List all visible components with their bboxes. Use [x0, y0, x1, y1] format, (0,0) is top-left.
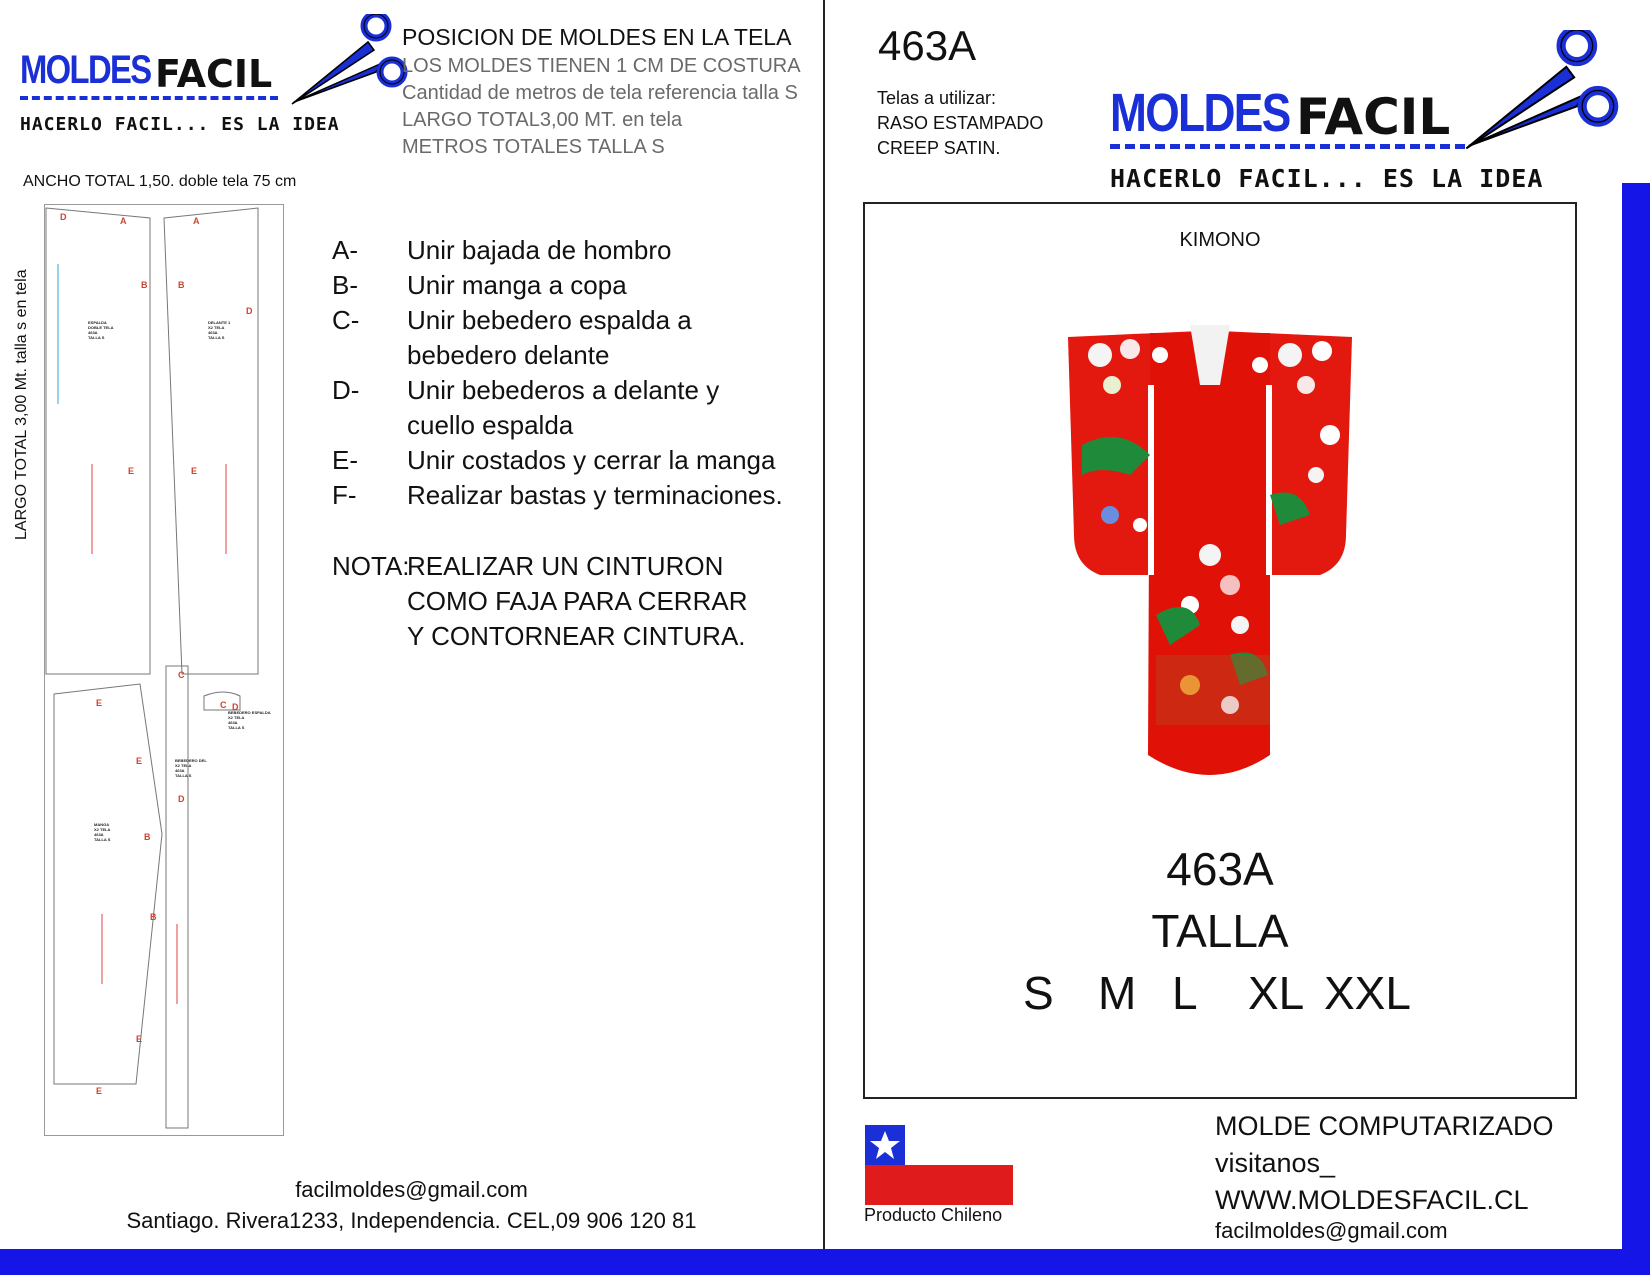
- right-blue-bar: [1622, 183, 1650, 1253]
- brand-dash-line: [20, 96, 278, 105]
- piece-delante-outline: [164, 208, 258, 674]
- piece-text-delante: DELANTE 1 X2 TELA 463A TALLA S: [208, 320, 231, 340]
- scissors-icon: [288, 14, 408, 109]
- ancho-total-label: ANCHO TOTAL 1,50. doble tela 75 cm: [23, 173, 297, 190]
- mark-d-3: D: [232, 702, 239, 712]
- fabric-1: RASO ESTAMPADO: [877, 113, 1044, 133]
- mark-e: E: [128, 466, 135, 476]
- note-lines: REALIZAR UN CINTURON COMO FAJA PARA CERRAR Y CONTORNEAR CINTURA.: [407, 551, 748, 651]
- mark-e-3: E: [96, 698, 103, 708]
- size-xl: XL: [1248, 967, 1305, 1019]
- piece-text-bebedero-delante: BEBEDERO DEL X2 TELA 463A TALLA S: [175, 758, 207, 778]
- brand-name-blue: MOLDES: [20, 48, 151, 92]
- contact-block: [1215, 1108, 1554, 1219]
- mark-c-2: C: [220, 700, 227, 710]
- bottom-blue-bar: [0, 1249, 1650, 1275]
- piece-text-bebedero-espalda: BEBEDERO ESPALDA X2 TELA 463A TALLA S: [228, 710, 271, 730]
- layout-title: POSICION DE MOLDES EN LA TELA: [402, 24, 792, 50]
- footer-email-left: facilmoldes@gmail.com: [295, 1177, 528, 1202]
- piece-text-espalda: ESPALDA DOBLE TELA 463A TALLA S: [88, 320, 114, 340]
- mark-b-4: B: [150, 912, 157, 922]
- mark-d: D: [60, 212, 67, 222]
- pattern-pieces-diagram: [44, 204, 284, 1136]
- contact-molde: MOLDE COMPUTARIZADO: [1215, 1111, 1554, 1141]
- website-link[interactable]: WWW.MOLDESFACIL.CL: [1215, 1185, 1529, 1215]
- size-l: L: [1172, 967, 1198, 1019]
- scissors-icon-right: [1460, 30, 1620, 155]
- mark-d-2: D: [246, 306, 253, 316]
- flag-caption: Producto Chileno: [864, 1205, 1003, 1225]
- brand-logo-right: [1110, 82, 1630, 192]
- note-label: NOTA:: [332, 551, 410, 581]
- fabrics-label: Telas a utilizar:: [877, 88, 997, 108]
- mark-e-4: E: [136, 756, 143, 766]
- brand-tagline-right: HACERLO FACIL... ES LA IDEA: [1110, 164, 1544, 193]
- footer-address: Santiago. Rivera1233, Independencia. CEL,09 906 120 81: [126, 1208, 697, 1233]
- mark-b: B: [141, 280, 148, 290]
- mark-e-6: E: [96, 1086, 103, 1096]
- layout-notes: [402, 53, 822, 161]
- contact-email-right[interactable]: facilmoldes@gmail.com: [1215, 1218, 1448, 1243]
- mark-b-2: B: [178, 280, 185, 290]
- mark-e-2: E: [191, 466, 198, 476]
- size-xxl: XXL: [1324, 967, 1411, 1019]
- piece-espalda-outline: [46, 208, 150, 674]
- piece-manga-outline: [54, 684, 162, 1084]
- note-metros: METROS TOTALES TALLA S: [402, 136, 665, 158]
- brand-name-blue-right: MOLDES: [1110, 83, 1290, 143]
- talla-label: TALLA: [1151, 905, 1289, 957]
- card-title: KIMONO: [1179, 229, 1261, 251]
- mark-a-2: A: [193, 216, 200, 226]
- note-cantidad: Cantidad de metros de tela referencia talla S: [402, 82, 798, 104]
- brand-logo-left: [20, 48, 400, 148]
- mark-a: A: [120, 216, 127, 226]
- piece-text-manga: MANGA X2 TELA 463A TALLA S: [94, 822, 111, 842]
- pattern-code: 463A: [878, 22, 977, 69]
- contact-visitanos: visitanos_: [1215, 1148, 1336, 1178]
- brand-dash-line-right: [1110, 144, 1465, 154]
- brand-name-black: FACIL: [155, 52, 273, 96]
- brand-name-black-right: FACIL: [1296, 88, 1451, 146]
- chile-flag-icon: [865, 1125, 1013, 1205]
- kimono-illustration: [1060, 325, 1360, 795]
- brand-tagline: HACERLO FACIL... ES LA IDEA: [20, 114, 340, 135]
- piece-bebedero-outline: [166, 666, 188, 1128]
- note-largo: LARGO TOTAL3,00 MT. en tela: [402, 109, 683, 131]
- largo-total-label: LARGO TOTAL 3,00 Mt. talla s en tela: [13, 269, 30, 540]
- mark-c: C: [178, 670, 185, 680]
- mark-e-5: E: [136, 1034, 143, 1044]
- size-s: S: [1023, 967, 1054, 1019]
- mark-d-4: D: [178, 794, 185, 804]
- size-m: M: [1098, 967, 1137, 1019]
- card-code: 463A: [1166, 843, 1274, 895]
- note-costura: LOS MOLDES TIENEN 1 CM DE COSTURA: [402, 55, 801, 77]
- page-divider: [823, 0, 825, 1250]
- mark-b-3: B: [144, 832, 151, 842]
- fabric-2: CREEP SATIN.: [877, 138, 1001, 158]
- fabrics-block: [877, 86, 1043, 161]
